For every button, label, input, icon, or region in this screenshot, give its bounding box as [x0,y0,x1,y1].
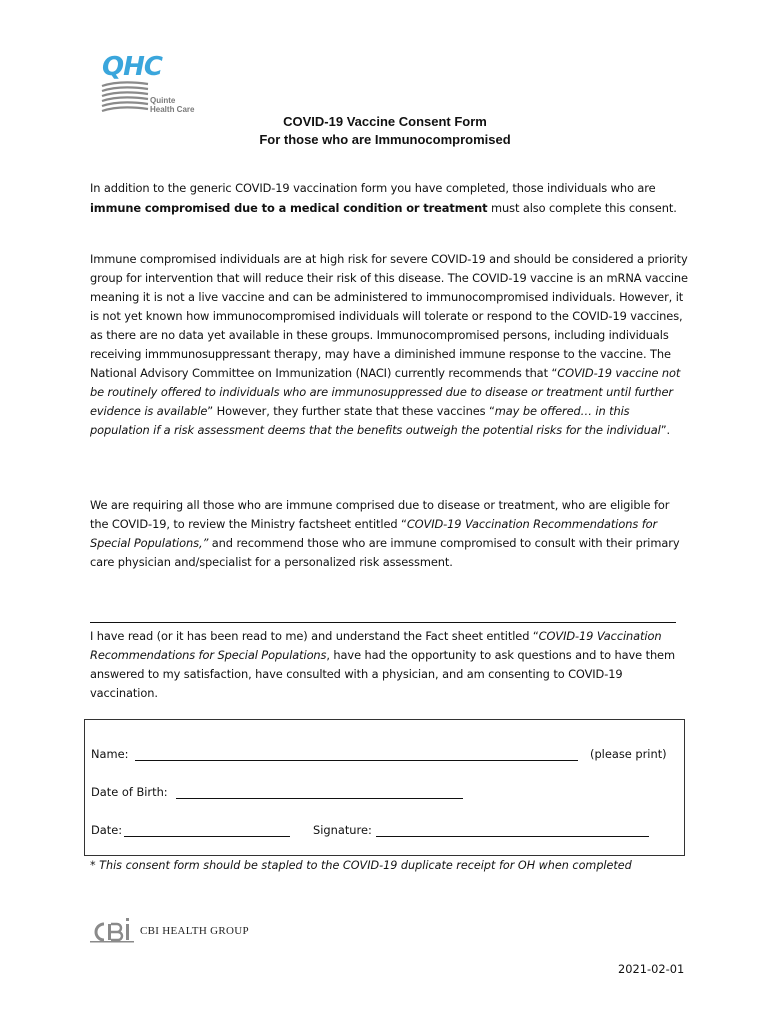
naci-quote-2: may be offered… in this population if a risk assessment deems that the benefits outweigh the potential risks for the individual [90,404,661,437]
cbi-mark-icon [90,916,136,944]
qhc-logo-wordmark: QHC [102,52,162,82]
intro-paragraph [90,178,690,218]
signature-field[interactable] [376,836,649,837]
factsheet-title: COVID-19 Vaccination Recommendations for Special Populations,” [90,517,658,550]
dob-label: Date of Birth: [91,785,168,799]
name-label: Name: [91,747,129,761]
requirement-text-b: and recommend those who are immune compromised to consult with their primary care physician and/specialist for a personalized risk assessment. [90,536,680,569]
date-label: Date: [91,823,123,837]
cbi-logo [90,916,290,946]
please-print-hint: (please print) [590,747,667,761]
requirement-text-a: We are requiring all those who are immune comprised due to disease or treatment, who are eligible for the COVID-19, to review the Ministry factsheet entitled “ [90,498,670,531]
intro-text-a: In addition to the generic COVID-19 vaccination form you have completed, those individuals who are [90,181,656,195]
signature-label: Signature: [313,823,372,837]
naci-quote-1: COVID-19 vaccine not be routinely offered to individuals who are immunosuppressed due to disease or treatment until further evidence is available [90,366,681,418]
requirement-paragraph [90,496,690,572]
form-subtitle: For those who are Immunocompromised [259,132,511,147]
dob-field[interactable] [176,798,463,799]
qhc-logo [100,52,220,116]
footnote: * This consent form should be stapled to the COVID-19 duplicate receipt for OH when completed [90,859,632,872]
risk-text-b: ” However, they further state that these vaccines “ [207,404,495,418]
date-field[interactable] [124,836,290,837]
name-field[interactable] [135,760,578,761]
intro-text-b: must also complete this consent. [487,201,677,215]
qhc-logo-line1: Quinte [150,96,176,105]
qhc-logo-line2: Health Care [150,105,195,114]
consent-factsheet-title: COVID-19 Vaccination Recommendations for Special Populations [90,629,662,662]
document-date: 2021-02-01 [618,962,685,976]
section-divider [90,622,676,623]
risk-paragraph [90,250,690,440]
risk-text-c: ”. [660,423,671,437]
risk-text-a: Immune compromised individuals are at high risk for severe COVID-19 and should be considered a priority group for intervention that will reduce their risk of this disease. The COVID-19 vaccine is an mRNA vaccine meaning it is not a live vaccine and can be administered to immunocompromised individuals. However, it is not yet known how immunocompromised individuals will tolerate or respond to the COVID-19 vaccines, as there are no data yet available in these groups. Immunocompromised persons, including individuals receiving immmunosuppressant therapy, may have a diminished immune response to the vaccine. The National Advisory Committee on Immunization (NACI) currently recommends that “ [90,252,688,380]
form-title: COVID-19 Vaccine Consent Form [283,114,487,129]
consent-text-b: , have had the opportunity to ask questions and to have them answered to my satisfaction, have consulted with a physician, and am consenting to COVID-19 vaccination. [90,648,675,700]
signature-box [84,719,685,856]
consent-text-a: I have read (or it has been read to me) and understand the Fact sheet entitled “ [90,629,539,643]
qhc-swoosh-icon [100,78,150,114]
intro-bold-text: immune compromised due to a medical condition or treatment [90,201,488,215]
cbi-logo-text: CBI HEALTH GROUP [140,925,249,937]
consent-statement [90,627,690,703]
